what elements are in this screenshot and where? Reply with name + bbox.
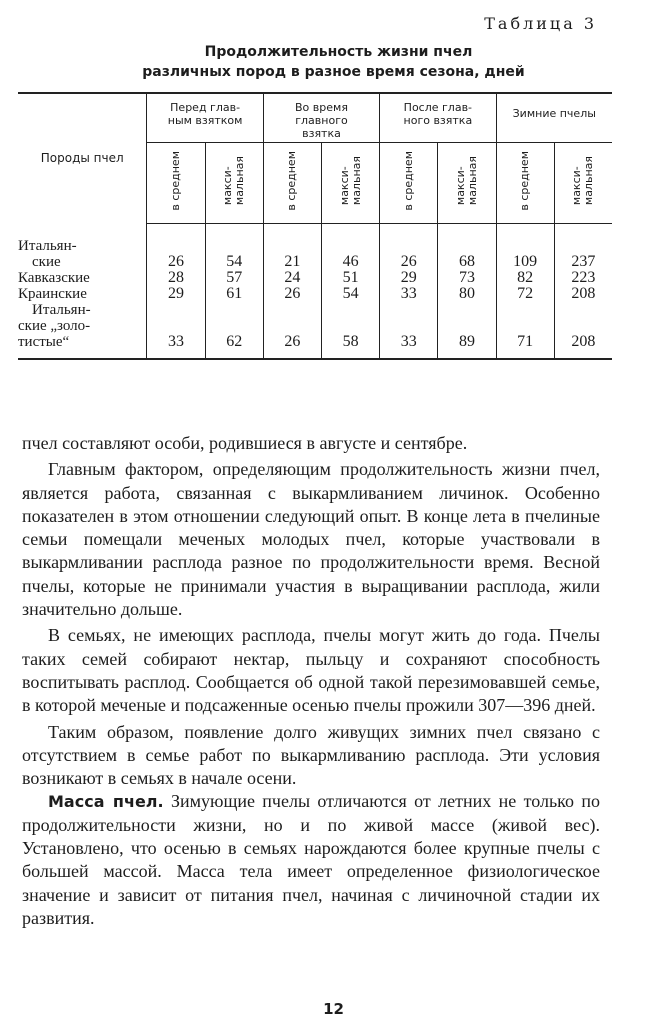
subheader-average: в среднем	[496, 142, 554, 223]
table-cell: 24	[263, 270, 321, 286]
subheader-average: в среднем	[380, 142, 438, 223]
table-cell: 33	[380, 286, 438, 302]
table-cell: 26	[380, 238, 438, 270]
paragraph: Таким образом, появление долго живущих зимних пчел связано с отсутствием в семье работ по выкармливанию расплода. Эти условия возникают в семьях в начале осени.	[22, 721, 600, 789]
paragraph: В семьях, не имеющих расплода, пчелы могут жить до года. Пчелы таких семей собирают нектар, пыльцу и сохраняют способность воспитывать расплод. Сообщается об одной такой перезимовавшей семье, в которой меченые и подсаженные осенью пчелы прожили 307—396 дней.	[22, 625, 600, 716]
table-cell: 208	[554, 286, 612, 302]
table-cell: 54	[205, 238, 263, 270]
table-cell: 33	[380, 302, 438, 359]
group-header-during-main-flow: Во время главного взятка	[263, 93, 379, 142]
paragraph-bee-mass: Масса пчел. Зимующие пчелы отличаются от летних не только по продолжительности жизни, но и по живой массе (живой вес). Установлено, что осенью в семьях нарождаются более крупные пчелы с большей массой. Масса тела имеет определенное физиологическое значение и зависит от питания пчел, начиная с личиночной стадии их развития.	[22, 791, 600, 928]
caption-line-2: различных пород в разное время сезона, дней	[142, 64, 525, 80]
table-cell: 80	[438, 286, 496, 302]
table-cell: 61	[205, 286, 263, 302]
table-cell: 51	[321, 270, 379, 286]
table-cell: 29	[380, 270, 438, 286]
table-cell: 208	[554, 302, 612, 359]
table-cell: 71	[496, 302, 554, 359]
table-row-italian	[18, 238, 612, 270]
table-cell: 72	[496, 286, 554, 302]
table-cell: 57	[205, 270, 263, 286]
group-header-before-main-flow: Перед глав- ным взятком	[147, 93, 263, 142]
table-cell: 73	[438, 270, 496, 286]
table-cell: 26	[263, 302, 321, 359]
breed-name: Краинские	[18, 285, 87, 302]
table-row-italian-golden	[18, 302, 612, 359]
table-cell: 26	[263, 286, 321, 302]
table-cell: 82	[496, 270, 554, 286]
table-row-caucasian	[18, 270, 612, 286]
table-cell: 223	[554, 270, 612, 286]
breed-name: Итальян- ские	[18, 237, 77, 270]
subheader-maximum: макси- мальная	[321, 142, 379, 223]
breed-column-header: Породы пчел	[18, 93, 147, 223]
body-text	[22, 432, 600, 930]
breed-name: Итальян- ские „золо- тистые“	[18, 302, 147, 359]
caption-line-1: Продолжительность жизни пчел	[204, 44, 473, 60]
table-cell: 109	[496, 238, 554, 270]
subheader-average: в среднем	[263, 142, 321, 223]
page-number: 12	[323, 1000, 344, 1018]
section-heading: Масса пчел.	[48, 792, 164, 812]
table-cell: 68	[438, 238, 496, 270]
table-cell: 28	[147, 270, 205, 286]
table-cell: 89	[438, 302, 496, 359]
paragraph: пчел составляют особи, родившиеся в августе и сентябре.	[22, 433, 468, 453]
table-cell: 54	[321, 286, 379, 302]
group-header-winter-bees: Зимние пчелы	[496, 93, 612, 142]
subheader-average: в среднем	[147, 142, 205, 223]
subheader-maximum: макси- мальная	[554, 142, 612, 223]
table-caption	[0, 42, 667, 82]
table-number-label: Таблица 3	[484, 14, 597, 33]
table-cell: 26	[147, 238, 205, 270]
table-cell: 62	[205, 302, 263, 359]
table-cell: 29	[147, 286, 205, 302]
table-cell: 58	[321, 302, 379, 359]
table-cell: 21	[263, 238, 321, 270]
table-cell: 33	[147, 302, 205, 359]
bee-lifespan-table	[18, 92, 612, 360]
subheader-maximum: макси- мальная	[438, 142, 496, 223]
group-header-after-main-flow: После глав- ного взятка	[380, 93, 496, 142]
table-cell: 46	[321, 238, 379, 270]
subheader-maximum: макси- мальная	[205, 142, 263, 223]
breed-name: Кавказские	[18, 269, 90, 286]
table-cell: 237	[554, 238, 612, 270]
paragraph: Главным фактором, определяющим продолжительность жизни пчел, является работа, связанная с выкармливанием личинок. Особенно показателен в этом отношении следующий опыт. В конце лета в пчелиные семьи помещали меченых молодых пчел, которые участвовали в выкармливании расплода разное по продолжительности время. Весной пчелы, которые не принимали участия в выращивании расплода, жили значительно дольше.	[22, 459, 600, 620]
table-row-carniolan	[18, 286, 612, 302]
